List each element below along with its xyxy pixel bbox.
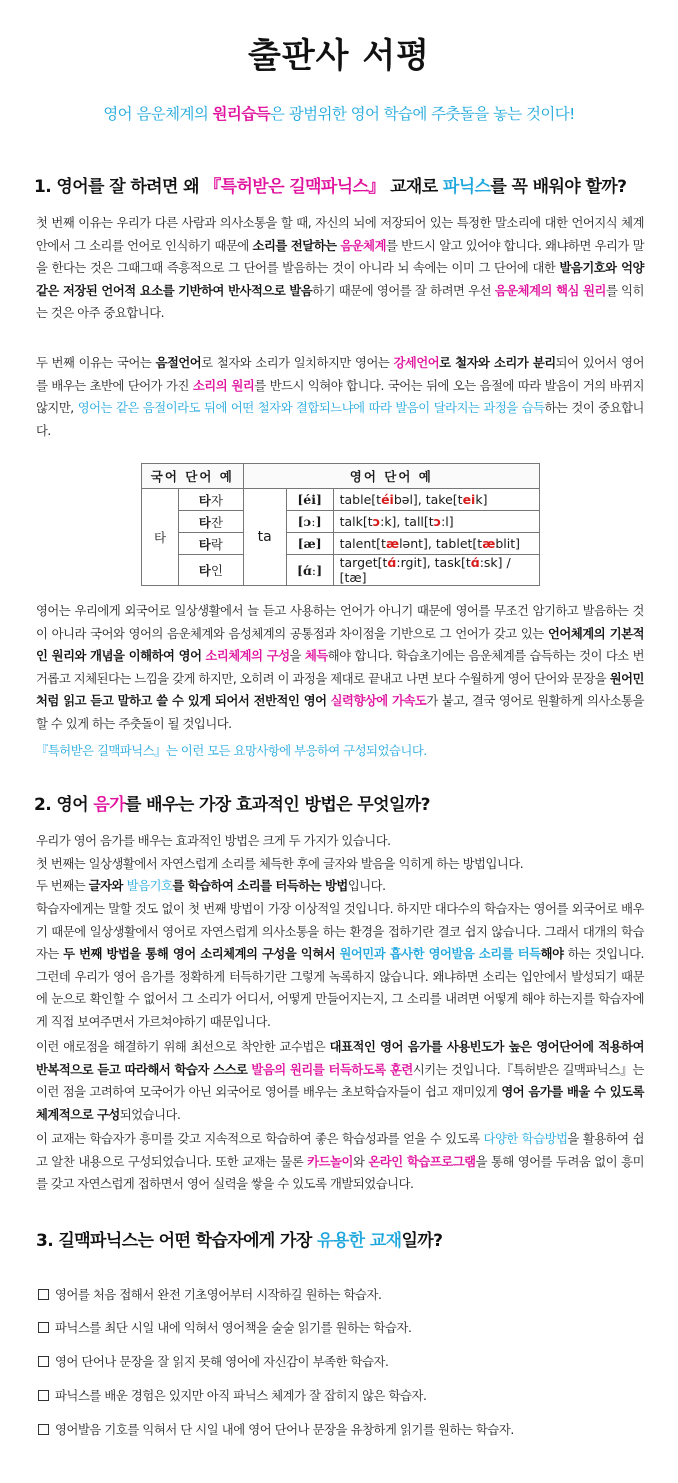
text-highlight: 실력향상에 가속도 (330, 694, 427, 708)
ex-text: :sk] / [tæ] (339, 555, 511, 585)
table-row (142, 533, 540, 555)
text: 첫 번째 이유는 우리가 다른 사람과 의사소통을 할 때, 자신의 뇌에 저장되어 있는 특정한 말소리에 대한 언어지식 체계 안에서 그 소리를 언어로 인식하기 때문에 (36, 216, 644, 253)
ex-stress: ɔ (372, 514, 381, 529)
text: 하는 것입니다. 그런데 우리가 영어 음가를 정확하게 터득하기란 그렇게 녹록하지 않습니다. 왜냐하면 소리는 입안에서 발성되기 때문에 눈으로 확인할 수 없어서 그 소리가 어디서, 어떻게 만들어지는지, 그 소리를 내려면 어떻게 해야 하는지를 학습자에게 직접 보여주면서 가르쳐야하기 때문입니다. (36, 947, 644, 1029)
english-examples (333, 511, 539, 533)
text-bold: 발음기호와 억양 같은 저장된 언어적 요소를 기반하여 반사적으로 발음 (36, 261, 644, 298)
word-syllable: 타 (198, 536, 211, 552)
text: 해야 합니다. 학습초기에는 음운체계를 습득하는 것이 다소 번거롭고 지체된다는 느낌을 갖게 하지만, 오히려 이 과정을 제대로 끝내고 나면 보다 수월하게 영어 단어와 문장을 (36, 649, 645, 686)
pronunciation-example-table (141, 463, 540, 586)
text-cyan: 다양한 학습방법 (483, 1132, 568, 1146)
text: 를 반드시 익혀야 합니다. 국어는 뒤에 오는 음절에 따라 발음이 거의 바뀌지 않지만, (36, 378, 644, 415)
text-highlight: 소리의 원리 (192, 378, 255, 393)
korean-word (179, 555, 244, 586)
text-bold: 언어체계의 기본적인 원리와 개념을 이해하여 영어 (36, 626, 645, 663)
text-cyan: 영어는 같은 음절이라도 뒤에 어떤 철자와 결합되느냐에 따라 발음이 달라지는 과정을 습득 (77, 401, 545, 415)
word-syllable: 타 (198, 563, 211, 578)
text-bold: 철자와 소리가 분리 (455, 356, 556, 370)
checklist-text: 파닉스를 최단 시일 내에 익혀서 영어책을 술술 읽기를 원하는 학습자. (55, 1321, 412, 1335)
text: 가 붙고, 결국 영어로 원활하게 의사소통을 할 수 있게 하는 주춧돌이 될 것입니다. (36, 694, 644, 731)
text-bold: 원어민처럼 읽고 듣고 말하고 쓸 수 있게 되어서 전반적인 영어 (36, 671, 644, 708)
ipa-symbol: [æ] (286, 533, 333, 555)
section-1-paragraph-1 (36, 212, 644, 325)
ex-text: blit] (495, 536, 520, 551)
word-rest: 인 (210, 563, 223, 578)
ex-stress: ɑ́ (470, 555, 480, 570)
checkbox-icon (38, 1424, 49, 1435)
section-1-heading (34, 172, 626, 197)
heading-book-title: 『특허받은 길맥파닉스』 (204, 177, 385, 197)
header-korean: 국어 단어 예 (142, 464, 244, 489)
checklist-item (38, 1318, 412, 1336)
heading-text: 교재로 (384, 177, 443, 197)
ex-text: :k], tall[t (380, 514, 434, 529)
word-rest: 잔 (210, 514, 223, 530)
section-2-paragraph-1 (36, 898, 644, 1033)
text: 을 통해 영어를 두려움 없이 흥미를 갖고 자연스럽게 접하면서 영어 실력을 쌓을 수 있도록 개발되었습니다. (36, 1154, 644, 1191)
text-bold: 로 (439, 356, 456, 370)
checklist-item (38, 1285, 382, 1303)
checkbox-icon (38, 1356, 49, 1367)
heading-text: 일까? (401, 1231, 443, 1251)
ex-stress: æ (482, 536, 496, 551)
heading-highlight: 유용한 교재 (317, 1231, 402, 1251)
table-row (142, 511, 540, 533)
text: 입니다. (347, 879, 386, 893)
text: 하기 때문에 영어를 잘 하려면 우선 (312, 283, 495, 298)
text: 되어 있어서 영어를 배우는 초반에 단어가 가진 (36, 356, 644, 393)
ex-stress: ɔ (433, 514, 442, 529)
heading-phonics: 파닉스 (442, 177, 491, 197)
ex-text: talk[t (339, 514, 373, 529)
table-row (142, 489, 540, 511)
text-highlight: 음운체계 (340, 238, 387, 253)
ex-text: k] (475, 492, 488, 507)
section-1-closing (36, 740, 644, 763)
checklist-text: 영어 단어나 문장을 잘 읽지 못해 영어에 자신감이 부족한 학습자. (55, 1355, 389, 1369)
section-2-paragraph-3 (36, 1128, 644, 1196)
word-rest: 락 (210, 536, 223, 552)
word-syllable: 타 (198, 514, 211, 530)
checklist-text: 영어를 처음 접해서 완전 기초영어부터 시작하길 원하는 학습자. (55, 1288, 382, 1302)
heading-text: 1. 영어를 잘 하려면 왜 (34, 177, 205, 197)
checklist-text: 영어발음 기호를 익혀서 단 시일 내에 영어 단어나 문장을 유창하게 읽기를 원하는 학습자. (55, 1423, 514, 1437)
ipa-symbol: [ɔː] (286, 511, 333, 533)
ex-text: lənt], tablet[t (399, 536, 483, 551)
text-highlight: 음운체계의 핵심 원리 (494, 283, 606, 298)
text-bold: 대표적인 영어 음가를 사용빈도가 높은 영어단어에 적용하여 반복적으로 듣고 따라해서 학습자 스스로 (36, 1040, 644, 1077)
checkbox-icon (38, 1390, 49, 1401)
table-header-row (142, 464, 540, 489)
intro-line (36, 875, 644, 898)
text-cyan: 발음기호 (126, 879, 173, 893)
subtitle (0, 102, 678, 124)
text-highlight: 소리체계의 구성 (205, 649, 290, 663)
section-2-paragraph-2 (36, 1036, 644, 1126)
intro-line: 우리가 영어 음가를 배우는 효과적인 방법은 크게 두 가지가 있습니다. (36, 834, 391, 848)
text: 와 (352, 1154, 369, 1169)
korean-syllable: 타 (142, 489, 179, 586)
ex-text: talent[t (339, 536, 386, 551)
ex-stress: ei (462, 492, 476, 507)
text: 로 철자와 소리가 일치하지만 영어는 (201, 356, 394, 370)
ex-text: target[t (339, 555, 388, 570)
heading-text: 2. 영어 (34, 795, 94, 815)
text: 두 번째 이유는 국어는 (36, 356, 156, 370)
ex-stress: éi (381, 492, 394, 507)
header-english: 영어 단어 예 (243, 464, 539, 489)
closing-text: 『특허받은 길맥파닉스』는 이런 모든 요망사항에 부응하여 구성되었습니다. (36, 744, 427, 758)
korean-word (179, 489, 244, 511)
ex-text: :l] (441, 514, 454, 529)
heading-text: 3. 길맥파닉스는 어떤 학습자에게 가장 (36, 1231, 318, 1251)
text-bold: 해야 (540, 947, 564, 961)
checklist-item (38, 1352, 389, 1370)
text-bold: 를 학습하여 소리를 터득하는 방법 (172, 879, 348, 893)
english-examples (333, 533, 539, 555)
text-bold: 소리를 전달하는 (252, 238, 337, 253)
text: 이런 애로점을 해결하기 위해 최선으로 착안한 교수법은 (36, 1040, 330, 1054)
ex-stress: ɑ́ (387, 555, 397, 570)
checklist-item (38, 1386, 426, 1404)
ipa-symbol: [ɑ́ː] (286, 555, 333, 586)
subtitle-highlight: 원리습득 (212, 105, 271, 123)
checklist-item (38, 1420, 514, 1438)
english-syllable: ta (243, 489, 286, 586)
word-rest: 자 (210, 492, 223, 508)
text-highlight: 온라인 학습프로그램 (368, 1154, 476, 1169)
text-bold: 글자와 (88, 879, 127, 893)
ex-text: bəl], take[t (393, 492, 463, 507)
heading-text: 를 꼭 배워야 할까? (490, 177, 627, 197)
text-bold: 두 번째 방법을 통해 영어 소리체계의 구성을 익혀서 (63, 947, 336, 961)
section-2-intro (36, 830, 644, 898)
text: 영어는 우리에게 외국어로 일상생활에서 늘 듣고 사용하는 언어가 아니기 때문에 영어를 무조건 암기하고 발음하는 것이 아니라 국어와 영어의 음운체계와 음성체계의 공통점과 차이점을 기반으로 그 언어가 갖고 있는 (36, 604, 644, 641)
table-row (142, 555, 540, 586)
text: 을 (289, 649, 305, 663)
heading-highlight: 음가 (93, 795, 126, 815)
checkbox-icon (38, 1322, 49, 1333)
checklist-text: 파닉스를 배운 경험은 있지만 아직 파닉스 체계가 잘 잡히지 않은 학습자. (55, 1389, 427, 1403)
text-highlight: 카드놀이 (307, 1154, 353, 1169)
heading-text: 를 배우는 가장 효과적인 방법은 무엇일까? (125, 795, 430, 815)
section-1-paragraph-3 (36, 600, 644, 735)
text: 를 익히는 것은 아주 중요합니다. (36, 283, 645, 320)
text-bold: 영어 음가를 배울 수 있도록 체계적으로 구성 (36, 1085, 644, 1122)
korean-word (179, 511, 244, 533)
english-examples (333, 555, 539, 586)
text: 을 활용하여 쉽고 알찬 내용으로 구성되었습니다. 또한 교재는 물론 (36, 1132, 644, 1169)
ex-text: :rgit], task[t (396, 555, 471, 570)
text-bold: 두 번째는 (36, 879, 89, 893)
text: 를 반드시 알고 있어야 합니다. 왜냐하면 우리가 말을 한다는 것은 그때그때 즉흥적으로 그 단어를 발음하는 것이 아니라 뇌 속에는 이미 그 단어에 대한 (36, 238, 644, 275)
section-3-heading (36, 1226, 442, 1251)
text-highlight: 발음의 원리를 터득하도록 훈련 (251, 1062, 413, 1077)
ex-text: table[t (339, 492, 382, 507)
text: 되었습니다. (119, 1107, 181, 1122)
section-2-heading (34, 790, 430, 815)
text-bold: 음절언어 (155, 356, 202, 370)
subtitle-text: 영어 음운체계의 (103, 105, 213, 123)
text: 학습자에게는 말할 것도 없이 첫 번째 방법이 가장 이상적일 것입니다. 하지만 대다수의 학습자는 영어를 외국어로 배우기 때문에 일상생활에서 영어로 자연스럽게 의사소통을 하는 환경을 접하기란 결코 쉽지 않습니다. 그래서 대개의 학습자는 (36, 902, 644, 961)
ipa-symbol: [éi] (286, 489, 333, 511)
ex-stress: æ (385, 536, 400, 551)
text-highlight: 강세언어 (393, 356, 440, 370)
text-cyan: 원어민과 흡사한 영어발음 소리를 터득 (339, 947, 541, 961)
checkbox-icon (38, 1289, 49, 1300)
text: 이 교재는 학습자가 흥미를 갖고 지속적으로 학습하여 좋은 학습성과를 얻을 수 있도록 (36, 1132, 484, 1146)
subtitle-text-end: 은 광범위한 영어 학습에 주춧돌을 놓는 것이다! (270, 105, 575, 123)
korean-word (179, 533, 244, 555)
intro-line: 첫 번째는 일상생활에서 자연스럽게 소리를 체득한 후에 글자와 발음을 익히게 하는 방법입니다. (36, 856, 524, 871)
text-highlight: 체득 (304, 649, 328, 663)
text: 하는 것이 중요합니다. (36, 401, 644, 438)
section-1-paragraph-2 (36, 352, 644, 442)
text: 시키는 것입니다.『특허받은 길맥파닉스』는 이런 점을 고려하여 모국어가 아닌 외국어로 영어를 배우는 초보학습자들이 쉽고 재미있게 (36, 1062, 644, 1099)
english-examples (333, 489, 539, 511)
word-syllable: 타 (198, 492, 211, 508)
page-title: 출판사 서평 (247, 36, 431, 76)
